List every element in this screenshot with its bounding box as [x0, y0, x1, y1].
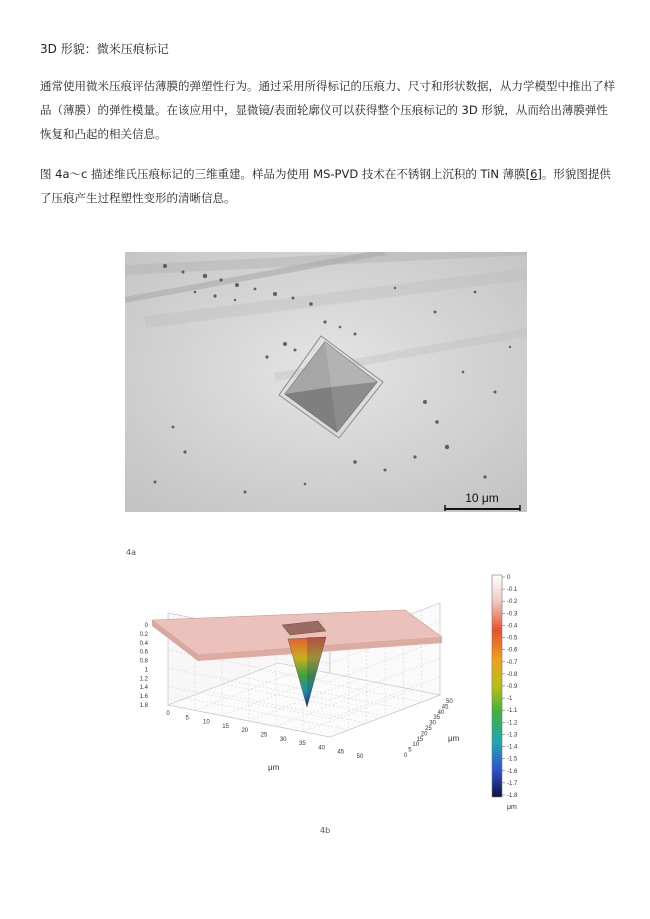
y-tick-label: 30 — [429, 720, 436, 727]
z-tick-label: 1.2 — [139, 676, 148, 683]
figure-4a-surface-plot — [130, 565, 525, 819]
z-tick-label: 0.8 — [139, 658, 148, 665]
y-tick-label: 0 — [404, 753, 408, 759]
x-tick-label: 40 — [318, 745, 325, 752]
y-tick-label: 45 — [441, 704, 449, 711]
z-tick-label: 0.6 — [139, 649, 148, 656]
x-tick-label: 45 — [337, 749, 345, 756]
y-tick-label: 25 — [425, 726, 432, 732]
x-tick-label: 50 — [356, 754, 364, 760]
x-tick-label: 15 — [222, 723, 229, 730]
colorbar-tick-label: -0.5 — [507, 635, 518, 642]
colorbar-tick-label: -0.8 — [507, 671, 518, 678]
x-tick-label: 0 — [166, 711, 170, 717]
colorbar-tick-label: -0.7 — [507, 659, 518, 666]
section-heading: 3D 形貌：微米压痕标记 — [40, 42, 169, 56]
colorbar-tick-label: -0.6 — [507, 647, 518, 654]
colorbar-tick-label: -0.3 — [507, 611, 518, 618]
colorbar-tick-label: -1.1 — [507, 708, 518, 715]
y-tick-label: 5 — [408, 747, 412, 754]
z-tick-label: 1.6 — [139, 694, 148, 701]
figure-4b-caption: 4b — [320, 826, 331, 835]
colorbar-tick-label: -1.6 — [507, 768, 518, 775]
scale-bar-label: 10 μm — [465, 491, 499, 505]
y-tick-label: 20 — [420, 731, 428, 738]
colorbar-tick-label: 0 — [507, 575, 511, 581]
x-tick-label: 25 — [260, 732, 268, 739]
z-tick-label: 1.8 — [139, 703, 148, 709]
z-tick-label: 0.2 — [139, 631, 148, 638]
y-tick-label: 15 — [416, 736, 424, 743]
colorbar-unit: μm — [507, 804, 517, 811]
indent-micrograph — [125, 252, 527, 512]
x-tick-label: 35 — [299, 741, 306, 748]
colorbar-tick-label: -1.4 — [507, 744, 518, 751]
paragraph-text: 图 4a～c 描述维氏压痕标记的三维重建。样品为使用 MS-PVD 技术在不锈钢上沉积的 TiN 薄膜 — [40, 167, 526, 181]
x-axis-unit: μm — [268, 763, 280, 772]
micrograph-image — [125, 252, 527, 512]
z-tick-label: 1 — [144, 667, 148, 674]
y-tick-label: 50 — [446, 699, 453, 705]
paragraph-text-end: 。形貌图提供了压痕产生过程塑性变形的清晰信息。 — [40, 167, 611, 205]
z-tick-label: 1.4 — [139, 685, 148, 692]
surface-plot-svg — [130, 565, 525, 815]
x-tick-label: 30 — [279, 736, 287, 743]
colorbar-tick-label: -1.8 — [507, 793, 518, 799]
figure-4a-caption: 4a — [126, 548, 136, 557]
x-tick-label: 10 — [203, 719, 210, 726]
x-tick-label: 20 — [241, 728, 249, 735]
paragraph-intro: 通常使用微米压痕评估薄膜的弹塑性行为。通过采用所得标记的压痕力、尺寸和形状数据，从力学模型中推出了样品（薄膜）的弹性模量。在该应用中，显微镜/表面轮廓仪可以获得整个压痕标记的 3D 形貌，从而给出薄膜弹性恢复和凸起的相关信息。 — [40, 79, 615, 141]
y-axis-unit: μm — [448, 734, 460, 743]
colorbar-tick-label: -1.5 — [507, 756, 518, 763]
x-tick-label: 5 — [185, 715, 189, 722]
reference-link[interactable]: [6] — [525, 167, 542, 181]
colorbar-tick-label: -1 — [507, 696, 513, 703]
paragraph-figure-description — [40, 162, 618, 210]
colorbar-tick-label: -0.2 — [507, 599, 518, 606]
z-tick-label: 0.4 — [139, 640, 148, 647]
colorbar-tick-label: -1.3 — [507, 732, 518, 739]
colorbar-tick-label: -1.7 — [507, 780, 518, 787]
colorbar-tick-label: -0.4 — [507, 623, 518, 630]
z-tick-label: 0 — [144, 623, 148, 629]
y-tick-label: 10 — [412, 742, 420, 749]
colorbar-tick-label: -0.1 — [507, 587, 518, 594]
y-tick-label: 35 — [433, 715, 441, 722]
colorbar-tick-label: -0.9 — [507, 684, 518, 690]
colorbar-tick-label: -1.2 — [507, 720, 518, 727]
y-tick-label: 40 — [437, 709, 445, 716]
colorbar — [492, 575, 518, 811]
